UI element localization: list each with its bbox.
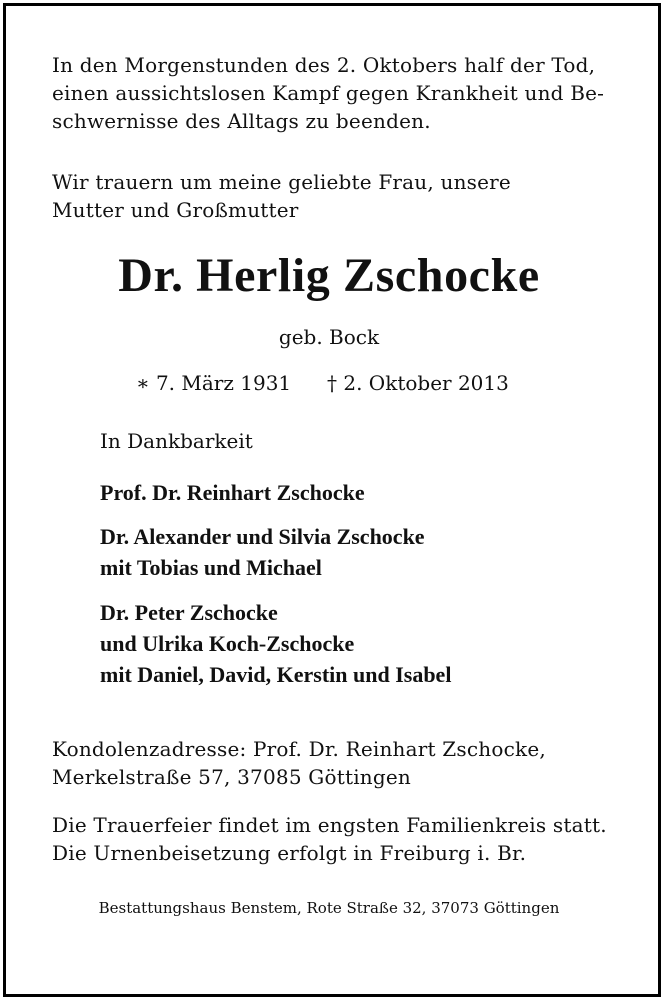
mourner-group [100,477,365,508]
mourning-line: Mutter und Großmutter [52,198,299,222]
mourning-line: Wir trauern um meine geliebte Frau, unsere [52,170,511,194]
mourner-line: und Ulrika Koch-Zschocke [100,631,355,656]
ceremony-line: Die Urnenbeisetzung erfolgt in Freiburg i. Br. [52,841,527,865]
mourner-group [100,597,451,690]
condolence-line: Kondolenzadresse: Prof. Dr. Reinhart Zschocke, [52,737,546,761]
intro-line: In den Morgenstunden des 2. Oktobers half der Tod, [52,53,596,77]
intro-line: schwernisse des Alltags zu beenden. [52,109,431,133]
birth-name: geb. Bock [278,325,380,349]
funeral-home: Bestattungshaus Benstem, Rote Straße 32, 37073 Göttingen [98,899,560,917]
intro-paragraph [52,51,604,135]
deceased-name: Dr. Herlig Zschocke [118,249,540,302]
intro-line: einen aussichtslosen Kampf gegen Krankheit und Be- [52,81,605,105]
mourner-group [100,521,425,583]
mourning-paragraph [52,168,511,224]
birth-date: ∗ 7. März 1931 [136,371,292,395]
condolence-line: Merkelstraße 57, 37085 Göttingen [52,765,411,789]
ceremony-info [52,811,607,867]
condolence-address [52,735,546,791]
mourner-line: Prof. Dr. Reinhart Zschocke [100,480,365,505]
thanks-label: In Dankbarkeit [100,429,253,453]
mourner-line: mit Tobias und Michael [100,555,322,580]
ceremony-line: Die Trauerfeier findet im engsten Familienkreis statt. [52,813,607,837]
death-date: † 2. Oktober 2013 [327,371,509,395]
mourner-line: Dr. Alexander und Silvia Zschocke [100,524,425,549]
mourner-line: mit Daniel, David, Kerstin und Isabel [100,662,452,687]
mourner-line: Dr. Peter Zschocke [100,600,278,625]
